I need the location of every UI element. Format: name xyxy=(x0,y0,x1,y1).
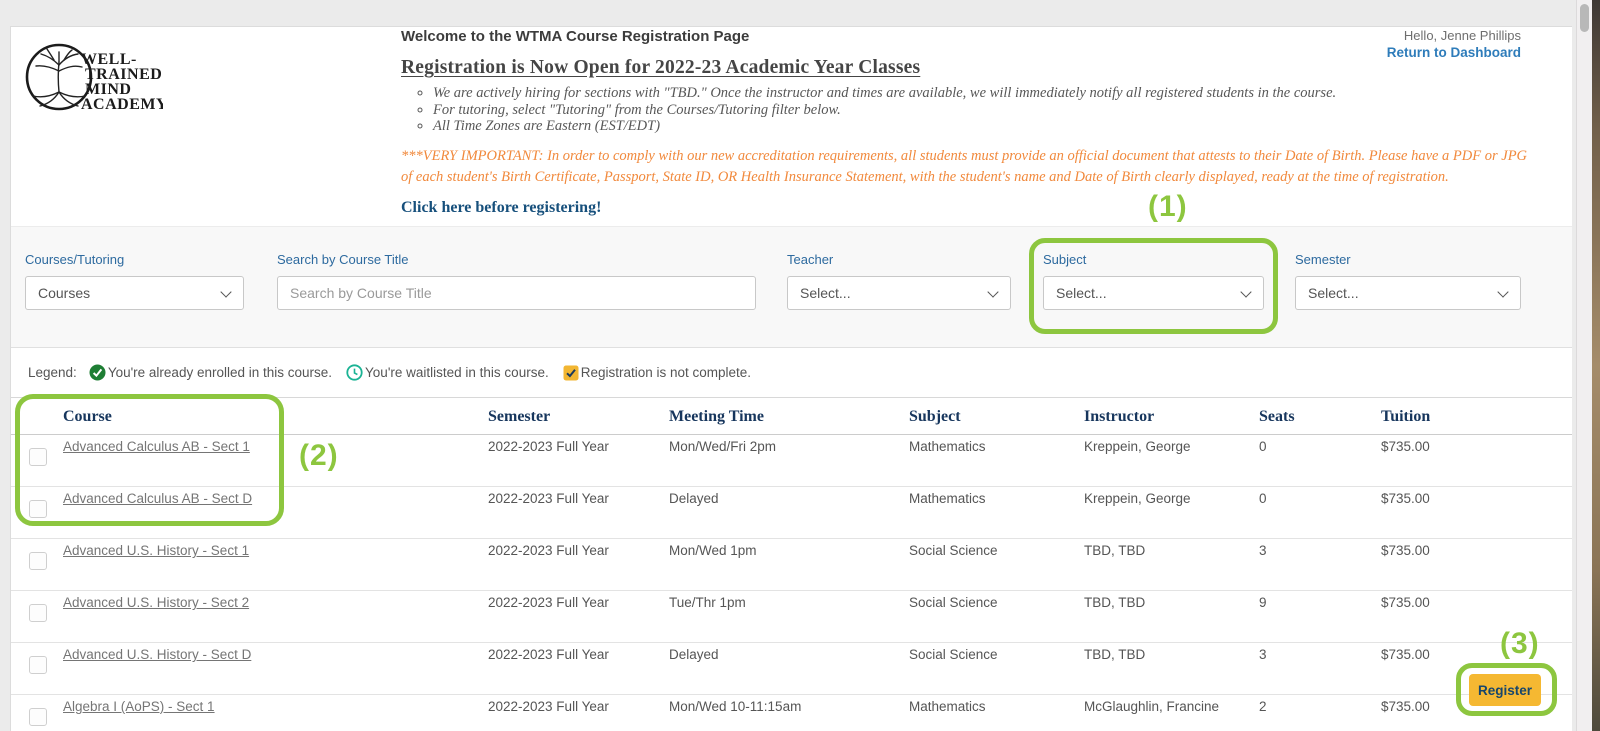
table-row xyxy=(11,643,1572,695)
cell-semester: 2022-2023 Full Year xyxy=(488,647,609,662)
column-header-semester: Semester xyxy=(488,408,551,425)
column-header-course: Course xyxy=(63,408,112,425)
cell-semester: 2022-2023 Full Year xyxy=(488,699,609,714)
column-header-meeting-time: Meeting Time xyxy=(669,408,764,425)
chevron-down-icon xyxy=(1497,286,1508,297)
cell-meeting-time: Mon/Wed 1pm xyxy=(669,543,757,558)
table-row xyxy=(11,591,1572,643)
cell-meeting-time: Mon/Wed/Fri 2pm xyxy=(669,439,777,454)
cell-seats: 3 xyxy=(1259,647,1267,662)
tree-logo-icon xyxy=(23,40,163,114)
teacher-select[interactable] xyxy=(787,276,1011,310)
search-course-title-input[interactable] xyxy=(277,276,756,310)
semester-select[interactable] xyxy=(1295,276,1521,310)
user-box xyxy=(1387,27,1521,62)
important-notice: ***VERY IMPORTANT: In order to comply with our new accreditation requirements, all students must provide an official document that attests to their Date of Birth. Please have a PDF or JPG of each student's Birth Certificate, Passport, State ID, OR Health Insurance Statement, with the student's name and Date of Birth clearly displayed, ready at the time of registration. xyxy=(401,147,1528,185)
cell-instructor: TBD, TBD xyxy=(1084,543,1146,558)
cell-subject: Mathematics xyxy=(909,439,986,454)
course-link[interactable]: Advanced U.S. History - Sect D xyxy=(63,647,252,662)
enrolled-check-icon xyxy=(89,364,106,381)
course-checkbox[interactable] xyxy=(29,552,47,570)
waitlist-clock-icon xyxy=(346,364,363,381)
legend-label: Legend: xyxy=(28,365,77,380)
cell-meeting-time: Delayed xyxy=(669,647,719,662)
teacher-label: Teacher xyxy=(787,252,834,267)
cell-semester: 2022-2023 Full Year xyxy=(488,491,609,506)
cell-subject: Social Science xyxy=(909,595,998,610)
register-button[interactable]: Register xyxy=(1469,674,1541,706)
filter-teacher xyxy=(787,252,1011,310)
semester-label: Semester xyxy=(1295,252,1351,267)
legend-enrolled-text: You're already enrolled in this course. xyxy=(107,365,333,380)
column-header-subject: Subject xyxy=(909,408,961,425)
page-title: Welcome to the WTMA Course Registration Page xyxy=(401,28,750,45)
svg-text:ACADEMY: ACADEMY xyxy=(81,96,163,113)
page-header xyxy=(401,28,1529,217)
filter-search xyxy=(277,252,756,310)
click-here-link[interactable]: Click here before registering! xyxy=(401,198,602,216)
cell-meeting-time: Tue/Thr 1pm xyxy=(669,595,746,610)
legend-waitlisted-text: You're waitlisted in this course. xyxy=(365,365,549,380)
cell-tuition: $735.00 xyxy=(1381,595,1430,610)
cell-semester: 2022-2023 Full Year xyxy=(488,595,609,610)
cell-subject: Mathematics xyxy=(909,491,986,506)
bullet-timezone: ◦ All Time Zones are Eastern (EST/EDT) xyxy=(433,118,1529,135)
annotation-box-1-subject-filter xyxy=(1029,238,1278,334)
cell-seats: 3 xyxy=(1259,543,1267,558)
bullet-hiring: ◦ We are actively hiring for sections with "TBD." Once the instructor and times are available, we will immediately notify all registered students in the course. xyxy=(433,85,1529,102)
search-label: Search by Course Title xyxy=(277,252,409,267)
annotation-label-1: (1) xyxy=(1148,190,1188,223)
cell-tuition: $735.00 xyxy=(1381,439,1430,454)
svg-text:TRAINED: TRAINED xyxy=(85,66,163,83)
filter-semester xyxy=(1295,252,1521,310)
return-to-dashboard-link[interactable]: Return to Dashboard xyxy=(1386,45,1521,60)
scrollbar-track[interactable] xyxy=(1576,0,1592,731)
cell-tuition: $735.00 xyxy=(1381,647,1430,662)
course-checkbox[interactable] xyxy=(29,656,47,674)
bullet-tutoring: ◦ For tutoring, select "Tutoring" from the Courses/Tutoring filter below. xyxy=(433,102,1529,119)
cell-subject: Social Science xyxy=(909,543,998,558)
cell-seats: 0 xyxy=(1259,439,1267,454)
cell-tuition: $735.00 xyxy=(1381,699,1430,714)
legend-incomplete-text: Registration is not complete. xyxy=(580,365,752,380)
cell-instructor: Kreppein, George xyxy=(1084,439,1191,454)
wtma-logo xyxy=(23,40,163,119)
semester-value: Select... xyxy=(1308,285,1359,301)
cell-instructor: McGlaughlin, Francine xyxy=(1084,699,1220,714)
course-checkbox[interactable] xyxy=(29,604,47,622)
legend-row xyxy=(11,348,1572,397)
info-bullet-list xyxy=(401,85,1529,135)
cell-seats: 2 xyxy=(1259,699,1267,714)
column-header-seats: Seats xyxy=(1259,408,1295,425)
cell-instructor: Kreppein, George xyxy=(1084,491,1191,506)
cell-instructor: TBD, TBD xyxy=(1084,595,1146,610)
table-row xyxy=(11,695,1572,731)
course-link[interactable]: Advanced Calculus AB - Sect 1 xyxy=(63,439,250,454)
legend-item-incomplete xyxy=(563,365,751,381)
chevron-down-icon xyxy=(987,286,998,297)
cell-semester: 2022-2023 Full Year xyxy=(488,543,609,558)
svg-text:WELL-: WELL- xyxy=(81,51,137,68)
incomplete-registration-icon xyxy=(563,365,579,381)
course-checkbox[interactable] xyxy=(29,708,47,726)
cell-tuition: $735.00 xyxy=(1381,491,1430,506)
user-greeting: Hello, Jenne Phillips xyxy=(1403,28,1521,43)
cell-meeting-time: Mon/Wed 10-11:15am xyxy=(669,699,802,714)
course-link[interactable]: Advanced U.S. History - Sect 2 xyxy=(63,595,250,610)
column-header-instructor: Instructor xyxy=(1084,408,1155,425)
annotation-label-3: (3) xyxy=(1500,627,1540,660)
registration-page xyxy=(10,26,1572,731)
chevron-down-icon xyxy=(220,286,231,297)
course-link[interactable]: Advanced Calculus AB - Sect D xyxy=(63,491,253,506)
courses-tutoring-value: Courses xyxy=(38,285,91,301)
scrollbar-thumb[interactable] xyxy=(1580,4,1589,32)
cell-semester: 2022-2023 Full Year xyxy=(488,439,609,454)
annotation-box-2-course-rows xyxy=(15,394,284,526)
table-row xyxy=(11,539,1572,591)
courses-tutoring-label: Courses/Tutoring xyxy=(25,252,125,267)
annotation-box-3-register-button xyxy=(1456,663,1557,716)
course-link[interactable]: Algebra I (AoPS) - Sect 1 xyxy=(63,699,215,714)
annotation-label-2: (2) xyxy=(299,439,339,472)
teacher-value: Select... xyxy=(800,285,851,301)
cell-meeting-time: Delayed xyxy=(669,491,719,506)
cell-tuition: $735.00 xyxy=(1381,543,1430,558)
course-link[interactable]: Advanced U.S. History - Sect 1 xyxy=(63,543,250,558)
cell-seats: 9 xyxy=(1259,595,1267,610)
registration-open-heading: Registration is Now Open for 2022-23 Academic Year Classes xyxy=(401,57,921,78)
cell-instructor: TBD, TBD xyxy=(1084,647,1146,662)
cell-subject: Mathematics xyxy=(909,699,986,714)
filter-courses-tutoring xyxy=(25,252,244,310)
subject-label: Subject xyxy=(1043,252,1087,267)
desktop-edge-strip xyxy=(1592,0,1600,731)
cell-seats: 0 xyxy=(1259,491,1267,506)
cell-subject: Social Science xyxy=(909,647,998,662)
legend-item-enrolled xyxy=(89,364,332,381)
svg-text:MIND: MIND xyxy=(85,81,132,98)
legend-item-waitlisted xyxy=(346,364,549,381)
column-header-tuition: Tuition xyxy=(1381,408,1431,425)
courses-tutoring-select[interactable] xyxy=(25,276,244,310)
subject-value: Select... xyxy=(1056,285,1107,301)
